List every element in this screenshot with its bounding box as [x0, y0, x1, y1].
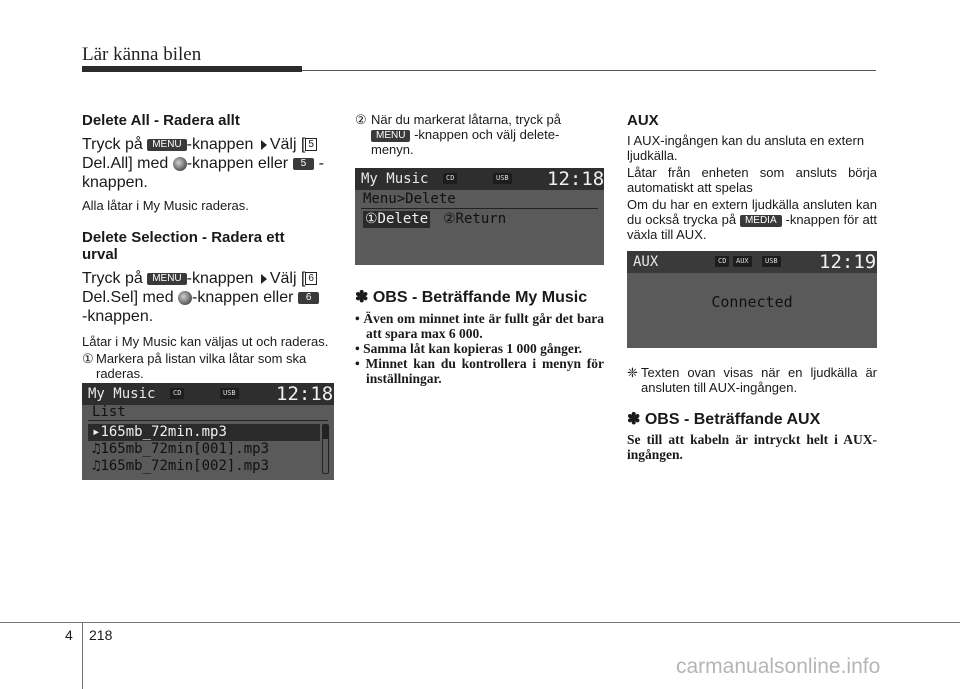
- screen-title: AUX: [633, 254, 659, 270]
- aux-paragraph-2: Låtar från enheten som ansluts börja automatiskt att spelas: [627, 165, 877, 195]
- cd-chip: CD: [715, 256, 729, 267]
- knob-icon: [178, 291, 192, 305]
- delete-all-note: Alla låtar i My Music raderas.: [82, 198, 249, 213]
- screen-clock: 12:18: [547, 168, 604, 190]
- list-item-label: 165mb_72min.mp3: [100, 424, 227, 440]
- header-rule-thin: [302, 70, 876, 71]
- step-number: ①: [82, 351, 94, 366]
- header-rule-thick: [82, 66, 302, 72]
- list-item: ♫165mb_72min[002].mp3: [92, 458, 270, 474]
- list-item: ▸165mb_72min.mp3: [92, 424, 227, 440]
- arrow-right-icon: [261, 140, 267, 150]
- obs-my-music: [355, 287, 604, 386]
- screen-clock: 12:18: [276, 383, 334, 405]
- text: -knappen.: [82, 308, 154, 325]
- obs-title-my-music: ✽ OBS - Beträffande My Music: [355, 289, 588, 306]
- text: -knappen eller: [186, 155, 289, 172]
- text: Välj [: [269, 136, 306, 153]
- screen-aux-connected: [627, 251, 877, 348]
- list-item: • Samma låt kan kopieras 1 000 gånger.: [355, 341, 582, 356]
- list-item: ♫165mb_72min[001].mp3: [92, 441, 270, 457]
- text: -knappen och välj delete-: [414, 127, 560, 142]
- aux-notes: [627, 365, 877, 462]
- note-mark: ❈: [627, 365, 638, 380]
- text: Välj [: [269, 270, 306, 287]
- obs-title-aux: ✽ OBS - Beträffande AUX: [627, 411, 821, 428]
- connected-message: Connected: [711, 293, 793, 311]
- text: urval: [82, 246, 118, 263]
- screen-menu-delete: [355, 168, 604, 265]
- preset-5-icon: 5: [305, 138, 317, 151]
- text: När du markerat låtarna, tryck på: [371, 112, 562, 127]
- usb-chip: USB: [493, 173, 512, 184]
- list-item: • Även om minnet inte är fullt går det bara att spara max 6 000.: [355, 311, 604, 341]
- knob-icon: [173, 157, 187, 171]
- divider: [361, 208, 598, 209]
- middle-column: [355, 112, 604, 157]
- list-item-label: 165mb_72min[002].mp3: [100, 458, 270, 474]
- section-title-delete-selection: [82, 229, 334, 263]
- screen-my-music-list: [82, 383, 334, 480]
- aux-note: [627, 365, 877, 395]
- menu-path: Menu>Delete: [363, 191, 456, 207]
- scrollbar-thumb: [323, 425, 328, 439]
- right-column: [627, 112, 877, 242]
- step-2: [355, 112, 604, 157]
- usb-chip: USB: [762, 256, 781, 267]
- text: Tryck på: [82, 270, 143, 287]
- button-5-icon: 5: [293, 158, 315, 170]
- delete-selection-instruction: [82, 269, 334, 326]
- text: -knappen för att växla till AUX.: [627, 212, 878, 242]
- footer-rule: [0, 622, 960, 623]
- note-text: Texten ovan visas när en ljudkälla är ansluten till AUX-ingången.: [641, 365, 877, 395]
- text: Om du har en extern ljudkälla ansluten kan du också trycka på: [627, 197, 877, 227]
- cd-chip: CD: [443, 173, 457, 184]
- page-number: 218: [89, 627, 113, 643]
- media-button-icon: MEDIA: [740, 215, 782, 227]
- text: knappen.: [82, 174, 148, 191]
- step-number: ②: [355, 112, 367, 127]
- chapter-number: 4: [65, 627, 73, 643]
- chapter-title: Lär känna bilen: [82, 44, 202, 65]
- section-title-aux: AUX: [627, 112, 659, 129]
- watermark: carmanualsonline.info: [676, 655, 881, 678]
- delete-selection-note: Låtar i My Music kan väljas ut och raderas.: [82, 334, 329, 349]
- section-title-delete-all: Delete All - Radera allt: [82, 112, 240, 129]
- list-item-label: 165mb_72min[001].mp3: [100, 441, 270, 457]
- text: Del.Sel] med: [82, 289, 174, 306]
- option-return: ②Return: [443, 211, 507, 227]
- preset-6-icon: 6: [305, 272, 317, 285]
- delete-all-instruction: [82, 135, 334, 192]
- text: Tryck på: [82, 136, 143, 153]
- menu-button-icon: MENU: [147, 139, 186, 151]
- left-column: [82, 112, 334, 381]
- text: -knappen: [186, 270, 254, 287]
- text: -knappen eller: [192, 289, 294, 306]
- step-1: [82, 351, 334, 381]
- obs-list: [355, 311, 604, 386]
- obs-aux-text: Se till att kabeln är intryckt helt i AUX-ingången.: [627, 432, 877, 462]
- aux-paragraph-1: I AUX-ingången kan du ansluta en extern ljudkälla.: [627, 133, 865, 163]
- usb-chip: USB: [220, 388, 239, 399]
- divider: [88, 420, 328, 421]
- footer-divider: [82, 622, 83, 689]
- step-text: [371, 112, 561, 157]
- cd-chip: CD: [170, 388, 184, 399]
- screen-clock: 12:19: [819, 251, 877, 273]
- step-text: Markera på listan vilka låtar som ska raderas.: [96, 351, 307, 381]
- text: menyn.: [371, 142, 414, 157]
- text: Delete Selection - Radera ett: [82, 229, 285, 246]
- menu-button-icon: MENU: [147, 273, 186, 285]
- menu-button-icon: MENU: [371, 130, 410, 142]
- aux-paragraph-3: [627, 197, 877, 242]
- aux-chip: AUX: [733, 256, 752, 267]
- list-subtitle: List: [92, 404, 126, 420]
- scrollbar: [322, 424, 329, 474]
- screen-title: My Music: [88, 386, 156, 402]
- text: Del.All] med: [82, 155, 169, 172]
- screen-title: My Music: [361, 171, 429, 187]
- list-item: • Minnet kan du kontrollera i menyn för inställningar.: [355, 356, 604, 386]
- arrow-right-icon: [261, 274, 267, 284]
- option-delete: ①Delete: [365, 211, 429, 227]
- button-6-icon: 6: [298, 292, 320, 304]
- text: -: [318, 155, 324, 172]
- text: -knappen: [186, 136, 254, 153]
